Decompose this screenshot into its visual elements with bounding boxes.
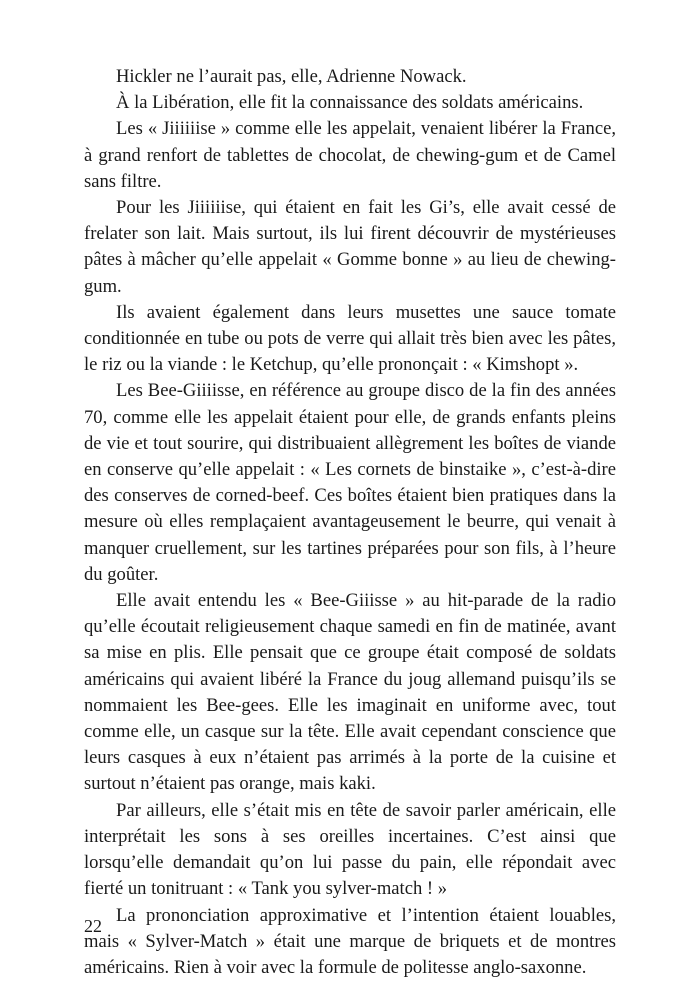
paragraph: Les Bee-Giiiisse, en référence au groupe disco de la fin des années 70, comme elle les appelait étaient pour elle, de grands enfants pleins de vie et tout sourire, qui distribuaient allègrement les boîtes de viande en conserve qu’elle appelait : « Les cornets de binstaike », c’est-à-dire des conserves de corned-beef. Ces boîtes étaient bien pratiques dans la mesure où elles remplaçaient avantageusement le beurre, qui venait à manquer cruellement, sur les tartines préparées pour son fils, à l’heure du goûter. bbox=[84, 380, 616, 585]
paragraph: Ils avaient également dans leurs musettes une sauce tomate conditionnée en tube ou pots de verre qui allait très bien avec les pâtes, le riz ou la viande : le Ketchup, qu’elle prononçait : « Kimshopt ». bbox=[84, 301, 616, 376]
paragraph: Les « Jiiiiiise » comme elle les appelait, venaient libérer la France, à grand renfort de tablettes de chocolat, de chewing-gum et de Camel sans filtre. bbox=[84, 118, 616, 192]
page-number: 22 bbox=[84, 916, 102, 936]
paragraph: À la Libération, elle fit la connaissance des soldats américains. bbox=[116, 92, 584, 114]
paragraph: La prononciation approximative et l’intention étaient louables, mais « Sylver-Match » était une marque de briquets et de montres américains. Rien à voir avec la formule de politesse anglo-saxonne. bbox=[84, 904, 616, 978]
page-body bbox=[84, 64, 616, 981]
paragraph: Par ailleurs, elle s’était mis en tête de savoir parler américain, elle interprétait les sons à ses oreilles incertaines. C’est ainsi que lorsqu’elle demandait qu’on lui passe du pain, elle répondait avec fierté un tonitruant : « Tank you sylver-match ! » bbox=[84, 799, 616, 900]
paragraph: Pour les Jiiiiiise, qui étaient en fait les Gi’s, elle avait cessé de frelater son lait. Mais surtout, ils lui firent découvrir de mystérieuses pâtes à mâcher qu’elle appelait « Gomme bonne » au lieu de chewing-gum. bbox=[84, 197, 616, 297]
paragraph: Hickler ne l’aurait pas, elle, Adrienne Nowack. bbox=[116, 66, 467, 87]
paragraph: Elle avait entendu les « Bee-Giiisse » au hit-parade de la radio qu’elle écoutait religieusement chaque samedi en fin de matinée, avant sa mise en plis. Elle pensait que ce groupe était composé de soldats américains qui avaient libéré la France du joug allemand puisqu’ils se nommaient les Bee-gees. Elle les imaginait en uniforme avec, tout comme elle, un casque sur la tête. Elle avait cependant conscience que leurs casques à eux n’étaient pas arrimés à la porte de la cuisine et surtout n’étaient pas orange, mais kaki. bbox=[84, 590, 616, 795]
